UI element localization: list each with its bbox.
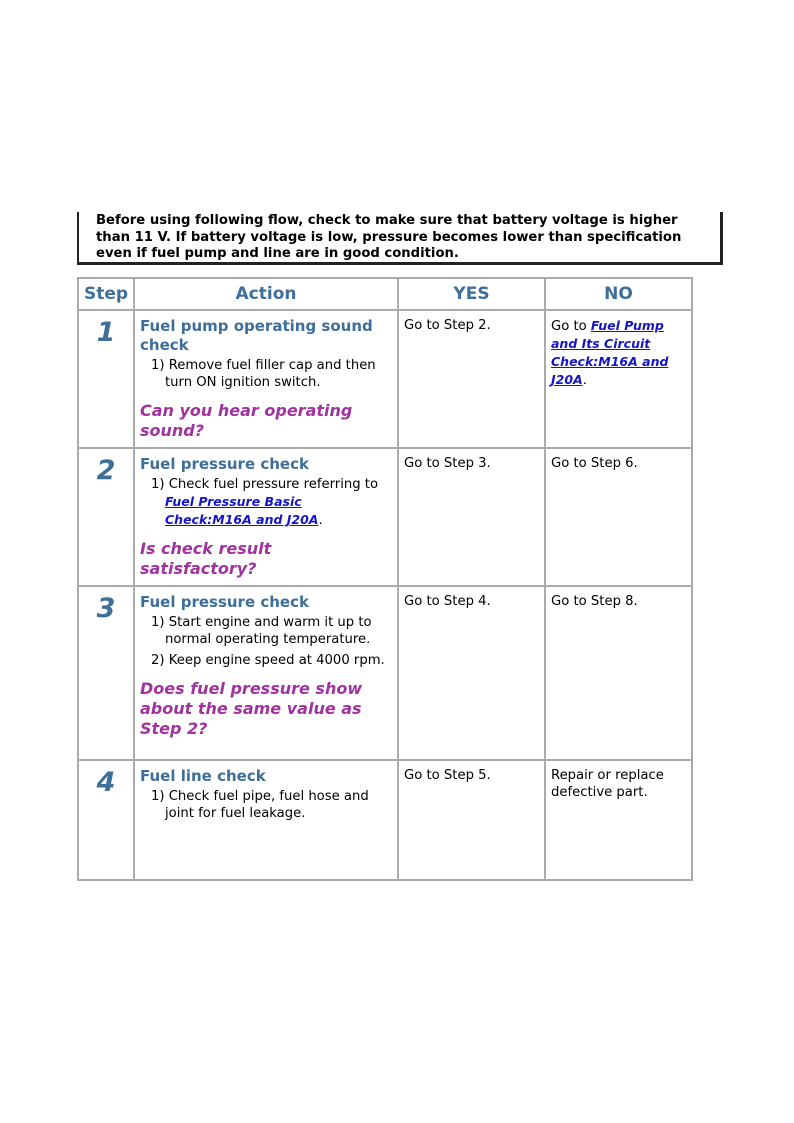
table-row [78, 448, 692, 586]
item-suffix: . [318, 513, 323, 528]
action-question: Is check result satisfactory? [140, 539, 272, 578]
action-title: Fuel pressure check [140, 455, 309, 473]
yes-cell: Go to Step 2. [398, 310, 545, 448]
header-yes: YES [398, 278, 545, 310]
action-step-item: 1) Start engine and warm it up to normal operating temperature. [151, 615, 372, 647]
action-steps [140, 614, 391, 669]
action-cell [134, 586, 398, 760]
action-step-item: 1) Remove fuel filler cap and then turn ON ignition switch. [151, 358, 376, 390]
action-title: Fuel line check [140, 767, 266, 785]
header-no: NO [545, 278, 692, 310]
diagnostic-flow-table-container [77, 277, 691, 821]
no-prefix: Go to [551, 319, 591, 334]
action-question: Does fuel pressure show about the same value as Step 2? [140, 679, 363, 738]
step-number: 3 [78, 586, 134, 760]
no-cell: Go to Step 8. [545, 586, 692, 760]
step-number: 1 [78, 310, 134, 448]
header-action: Action [134, 278, 398, 310]
yes-cell: Go to Step 5. [398, 760, 545, 880]
action-steps [140, 476, 391, 529]
fuel-pump-circuit-check-link[interactable]: Fuel Pump and Its Circuit Check:M16A and J20A [551, 318, 669, 387]
battery-voltage-note [77, 212, 723, 265]
action-cell [134, 310, 398, 448]
action-cell [134, 448, 398, 586]
action-steps [140, 788, 391, 822]
fuel-pressure-basic-check-link[interactable]: Fuel Pressure Basic Check:M16A and J20A [165, 494, 319, 527]
action-cell [134, 760, 398, 880]
action-question: Can you hear operating sound? [140, 401, 353, 440]
yes-cell: Go to Step 3. [398, 448, 545, 586]
header-step: Step [78, 278, 134, 310]
action-step-item: 1) Check fuel pipe, fuel hose and joint for fuel leakage. [151, 789, 369, 821]
no-cell: Go to Step 6. [545, 448, 692, 586]
diagnostic-flow-table [77, 277, 693, 881]
no-cell: Repair or replace defective part. [545, 760, 692, 880]
step-number: 2 [78, 448, 134, 586]
no-cell [545, 310, 692, 448]
action-steps [140, 357, 391, 391]
no-suffix: . [582, 373, 587, 388]
table-row [78, 586, 692, 760]
note-text: Before using following flow, check to make sure that battery voltage is higher than 11 V. If battery voltage is low, pressure becomes lower than specification even if fuel pump and line are in good condition. [96, 213, 682, 261]
table-row [78, 760, 692, 880]
yes-cell: Go to Step 4. [398, 586, 545, 760]
action-step-item: 2) Keep engine speed at 4000 rpm. [151, 653, 385, 668]
action-title: Fuel pump operating sound check [140, 317, 373, 354]
action-title: Fuel pressure check [140, 593, 309, 611]
step-number: 4 [78, 760, 134, 880]
action-step-item [140, 476, 391, 529]
table-row [78, 310, 692, 448]
item-prefix: 1) Check fuel pressure referring to [151, 477, 379, 492]
table-header-row [78, 278, 692, 310]
